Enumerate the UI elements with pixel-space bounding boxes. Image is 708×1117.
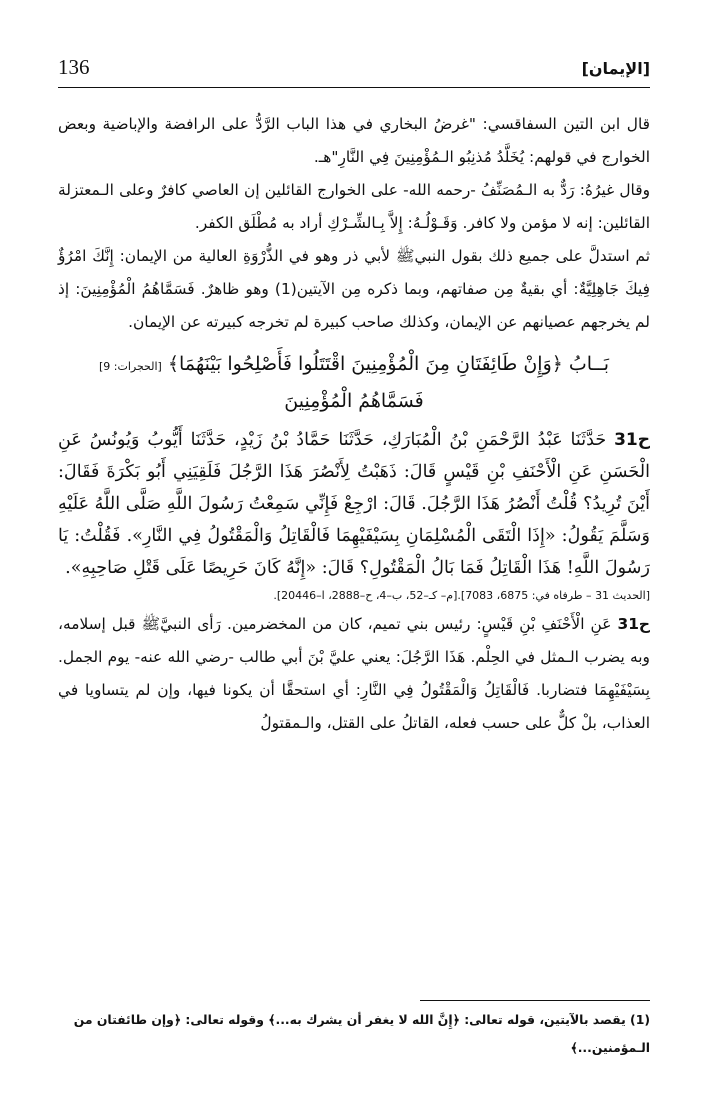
paragraph-ibn-at-tin: قال ابن التين السفاقسي: "غرضُ البخاري في هذا الباب الرَّدُّ على الرافضة والإباضية وبعض الخوارج في قولهم: يُخَلَّدُ مُذنِبُو الـمُؤْمِنِينَ فِي النَّارِ"هـ. [58, 115, 650, 166]
paragraph-istidlal: ثم استدلَّ على جميع ذلك بقول النبيﷺ لأبي ذر وهو في الذُّرْوَةِ العالية من الإيمان: إِنَّكَ امْرُؤٌ فِيكَ جَاهِلِيَّةٌ: أي بقيةٌ مِن صفاتهم، وبما ذكره مِن الآيتين(1) وهو ظاهرٌ. فَسَمَّاهُمُ الْمُؤْمِنِينَ: إذ لم يخرجهم عصيانهم عن الإيمان، وكذلك صاحب كبيرة لم تخرجه كبيرته عن الإيمان. [58, 247, 650, 331]
quran-reference: [الحجرات: 9] [98, 360, 162, 373]
hadith-number: ح31 [614, 430, 650, 450]
commentary-text: عَنِ الْأَحْنَفِ بْنِ قَيْسٍ: رئيس بني تميم، كان من المخضرمين. رَأى النبيَّﷺ قبل إسلامه، وبه يضرب الـمثل في الحِلْم. هَذَا الرَّجُلَ: يعني عليَّ بْنَ أبي طالب -رضي الله عنه- يوم الجمل. بِسَيْفَيْهِمَا فتضاربا. فَالْقَاتِلُ وَالْمَقْتُولُ فِي النَّارِ: أي استحقَّا أن يكونا فيها، وإن لم يتساويا في العذاب، بلْ كلٌّ على حسب فعله، القاتلُ على القتل، والـمقتولُ [58, 615, 650, 732]
hadith-text-block [58, 424, 650, 584]
chapter-heading [58, 347, 650, 418]
page-body [58, 108, 650, 740]
running-title: [الإيمان] [581, 59, 650, 78]
header-rule [58, 87, 650, 88]
hadith-takhrij: [الحديث 31 – طرفاه في: 6875، 7083].[م– كـ–52، ب–4، ح–2888، ا–20446]. [273, 589, 650, 602]
page-number: 136 [58, 55, 90, 79]
commentary-block [58, 608, 650, 740]
footnote-rule [420, 1000, 650, 1001]
page-header [58, 55, 650, 89]
footnote: (1) يقصد بالآيتين، قوله تعالى: ﴿إِنَّ الله لا يغفر أن يشرك به...﴾ وقوله تعالى: ﴿وإن طائفتان من الـمؤمنين...﴾ [73, 1012, 650, 1055]
hadith-text: حَدَّثَنَا عَبْدُ الرَّحْمَنِ بْنُ الْمُبَارَكِ، حَدَّثَنَا حَمَّادُ بْنُ زَيْدٍ، حَدَّثَنَا أَيُّوبُ وَيُونُسُ عَنِ الْحَسَنِ عَنِ الْأَحْنَفِ بْنِ قَيْسٍ قَالَ: ذَهَبْتُ لِأَنْصُرَ هَذَا الرَّجُلَ فَلَقِيَنِي أَبُو بَكْرَةَ فَقَالَ: أَيْنَ تُرِيدُ؟ قُلْتُ أَنْصُرُ هَذَا الرَّجُلَ. قَالَ: ارْجِعْ فَإِنِّي سَمِعْتُ رَسُولَ اللَّهِ صَلَّى اللَّهُ عَلَيْهِ وَسَلَّمَ يَقُولُ: «إِذَا الْتَقَى الْمُسْلِمَانِ بِسَيْفَيْهِمَا فَالْقَاتِلُ وَالْمَقْتُولُ فِي النَّارِ». فَقُلْتُ: يَا رَسُولَ اللَّهِ! هَذَا الْقَاتِلُ فَمَا بَالُ الْمَقْتُولِ؟ قَالَ: «إِنَّهُ كَانَ حَرِيصًا عَلَى قَتْلِ صَاحِبِهِ». [58, 430, 650, 578]
commentary-number: ح31 [617, 615, 650, 633]
paragraph-ghayruhu: وقال غيرُهُ: رَدٌّ به الـمُصَنِّفُ -رحمه الله- على الخوارج القائلين إن العاصي كافرٌ وعلى الـمعتزلة القائلين: إنه لا مؤمن ولا كافر. وَقَـوْلُـهُ: إِلاَّ بِـالشِّـرْكِ أراد به مُطْلَق الكفر. [58, 181, 650, 232]
chapter-subtitle: فَسَمَّاهُمُ الْمُؤْمِنِينَ [284, 390, 424, 412]
chapter-title: بَــابُ ﴿وَإِنْ طَائِفَتَانِ مِنَ الْمُؤْمِنِينَ اقْتَتَلُوا فَأَصْلِحُوا بَيْنَهُمَا﴾ [167, 353, 610, 375]
